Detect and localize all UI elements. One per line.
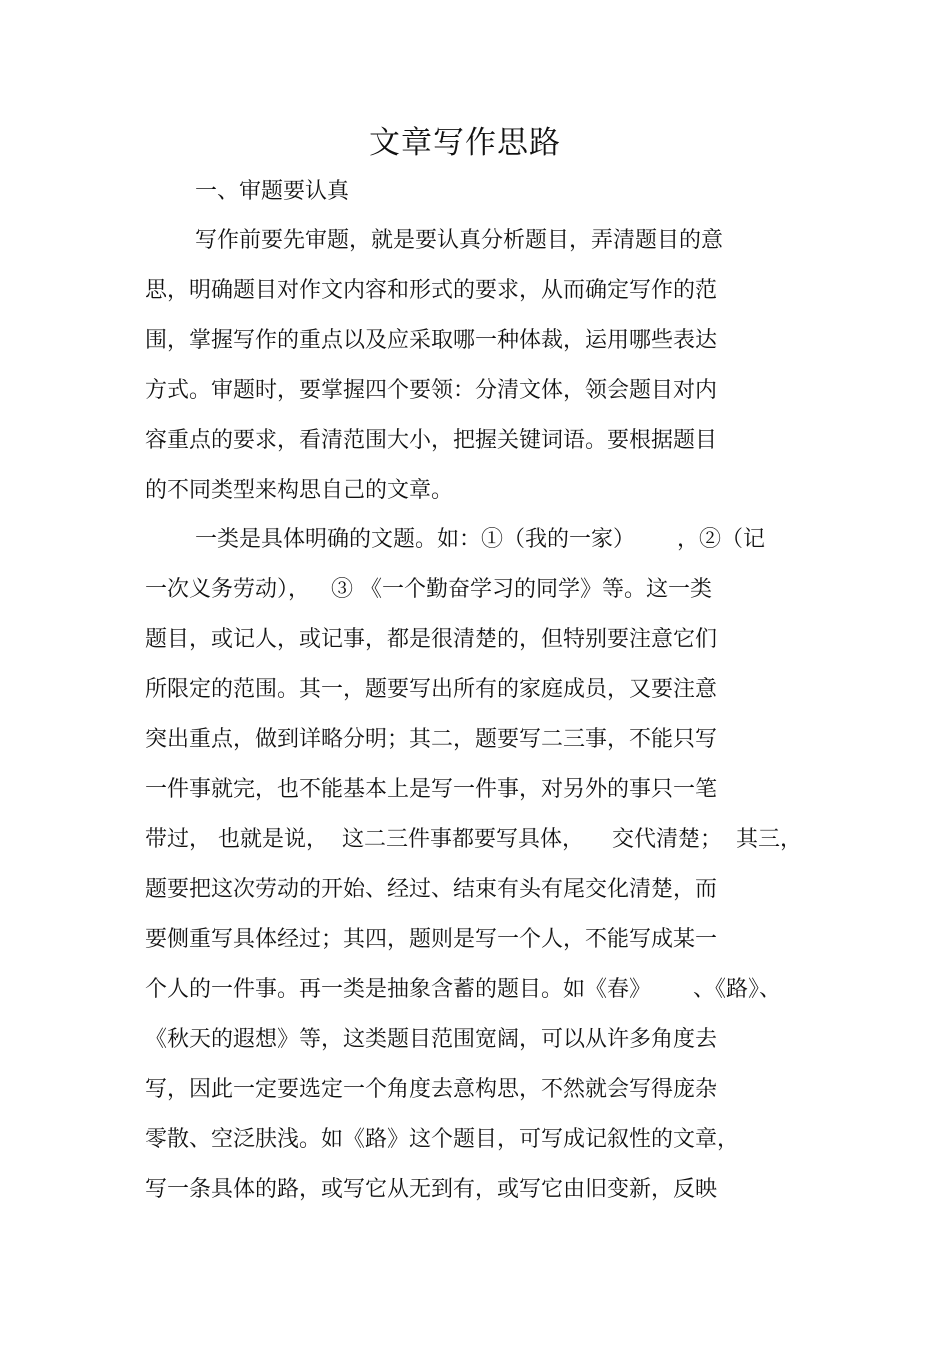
paragraph-line: 写作前要先审题，就是要认真分析题目，弄清题目的意 (195, 228, 724, 253)
paragraph-line: 方式。审题时，要掌握四个要领：分清文体，领会题目对内 (145, 378, 718, 403)
paragraph-line: 零散、空泛肤浅。如《路》这个题目，可写成记叙性的文章， (145, 1127, 740, 1152)
section-heading: 一、审题要认真 (195, 179, 350, 204)
document-title: 文章写作思路 (369, 125, 561, 161)
paragraph-line: 围，掌握写作的重点以及应采取哪一种体裁，运用哪些表达 (145, 328, 718, 353)
paragraph-line: 题要把这次劳动的开始、经过、结束有头有尾交化清楚，而 (145, 877, 718, 902)
paragraph-line: 容重点的要求，看清范围大小，把握关键词语。要根据题目 (145, 428, 718, 453)
paragraph-line: 一次义务劳动）， ③ 《一个勤奋学习的同学》等。这一类 (145, 577, 712, 602)
paragraph-line: 一件事就完，也不能基本上是写一件事，对另外的事只一笔 (145, 777, 718, 802)
paragraph-line: 写，因此一定要选定一个角度去意构思，不然就会写得庞杂 (145, 1077, 718, 1102)
paragraph-line: 所限定的范围。其一，题要写出所有的家庭成员，又要注意 (145, 677, 718, 702)
paragraph-line: 突出重点，做到详略分明；其二，题要写二三事，不能只写 (145, 727, 718, 752)
paragraph-line: 一类是具体明确的文题。如：①（我的一家） ，②（记 (195, 527, 765, 552)
paragraph-line: 的不同类型来构思自己的文章。 (145, 478, 454, 503)
paragraph-line: 带过， 也就是说， 这二三件事都要写具体， 交代清楚； 其三， (145, 827, 802, 852)
paragraph-line: 《秋天的遐想》等，这类题目范围宽阔，可以从许多角度去 (145, 1027, 718, 1052)
paragraph-line: 要侧重写具体经过；其四，题则是写一个人，不能写成某一 (145, 927, 718, 952)
paragraph-line: 思，明确题目对作文内容和形式的要求，从而确定写作的范 (145, 278, 718, 303)
paragraph-line: 题目，或记人，或记事，都是很清楚的，但特别要注意它们 (145, 627, 718, 652)
paragraph-line: 个人的一件事。再一类是抽象含蓄的题目。如《春》 、《路》、 (145, 977, 781, 1002)
paragraph-line: 写一条具体的路，或写它从无到有，或写它由旧变新，反映 (145, 1177, 718, 1202)
